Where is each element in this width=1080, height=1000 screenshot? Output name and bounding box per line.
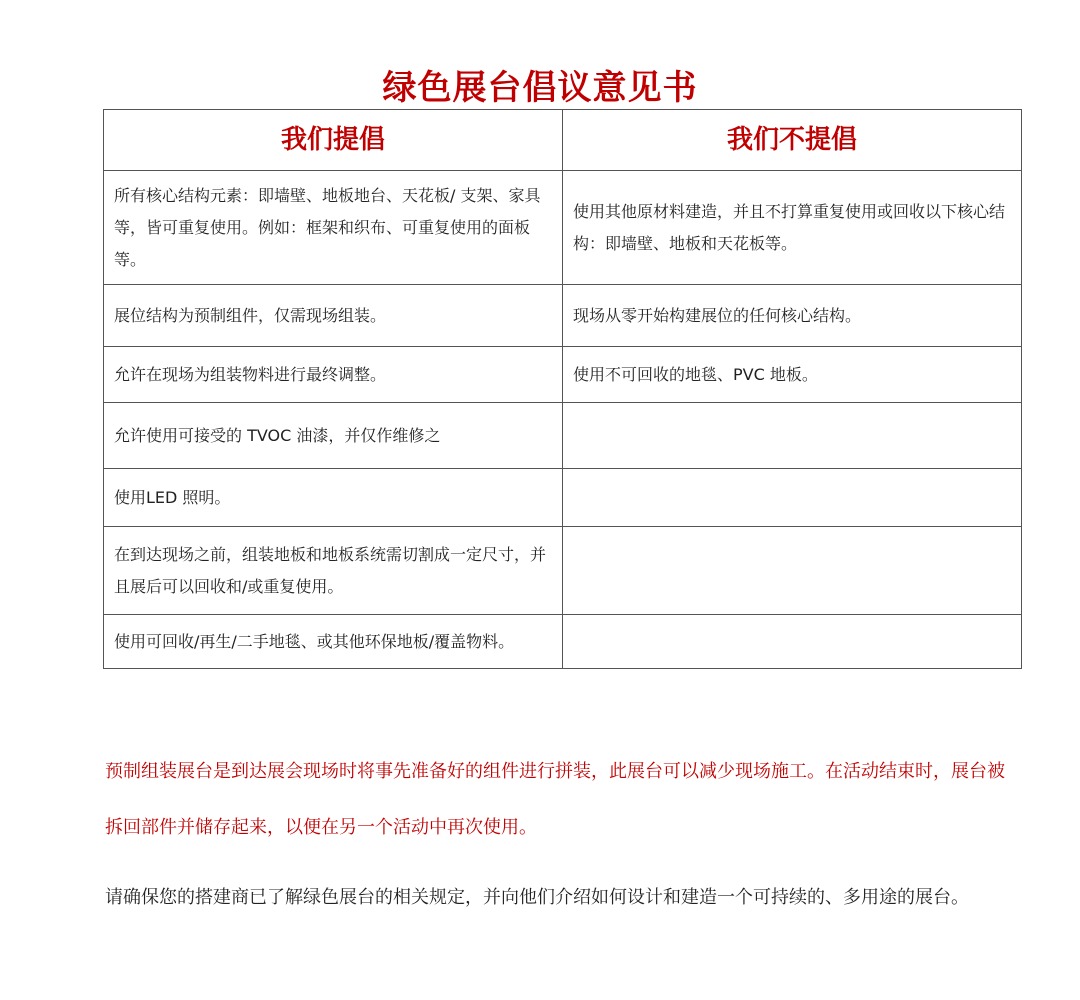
table-row [104, 527, 1022, 615]
advocate-cell: 使用LED 照明。 [104, 469, 563, 527]
table-header-row [104, 110, 1022, 171]
advocate-cell: 在到达现场之前，组装地板和地板系统需切割成一定尺寸，并且展后可以回收和/或重复使用。 [104, 527, 563, 615]
table-row [104, 171, 1022, 285]
builder-reminder-note: 请确保您的搭建商已了解绿色展台的相关规定，并向他们介绍如何设计和建造一个可持续的、多用途的展台。 [105, 887, 969, 908]
table-row [104, 469, 1022, 527]
page-title: 绿色展台倡议意见书 [382, 67, 698, 108]
not-advocate-cell [563, 527, 1022, 615]
comparison-table [103, 109, 1022, 669]
prefab-booth-note: 预制组装展台是到达展会现场时将事先准备好的组件进行拼装，此展台可以减少现场施工。在活动结束时，展台被拆回部件并储存起来，以便在另一个活动中再次使用。 [105, 761, 1005, 838]
table-row [104, 285, 1022, 347]
advocate-cell: 所有核心结构元素：即墙壁、地板地台、天花板/ 支架、家具等，皆可重复使用。例如：框架和织布、可重复使用的面板等。 [104, 171, 563, 285]
table-row [104, 347, 1022, 403]
not-advocate-cell: 使用不可回收的地毯、PVC 地板。 [563, 347, 1022, 403]
not-advocate-cell [563, 403, 1022, 469]
not-advocate-cell [563, 615, 1022, 669]
not-advocate-cell: 现场从零开始构建展位的任何核心结构。 [563, 285, 1022, 347]
table-row [104, 403, 1022, 469]
advocate-cell: 允许使用可接受的 TVOC 油漆，并仅作维修之 [104, 403, 563, 469]
not-advocate-cell: 使用其他原材料建造，并且不打算重复使用或回收以下核心结构：即墙壁、地板和天花板等。 [563, 171, 1022, 285]
header-advocate: 我们提倡 [104, 110, 563, 171]
not-advocate-cell [563, 469, 1022, 527]
advocate-cell: 允许在现场为组装物料进行最终调整。 [104, 347, 563, 403]
header-not-advocate: 我们不提倡 [563, 110, 1022, 171]
table-row [104, 615, 1022, 669]
advocate-cell: 展位结构为预制组件，仅需现场组装。 [104, 285, 563, 347]
advocate-cell: 使用可回收/再生/二手地毯、或其他环保地板/覆盖物料。 [104, 615, 563, 669]
